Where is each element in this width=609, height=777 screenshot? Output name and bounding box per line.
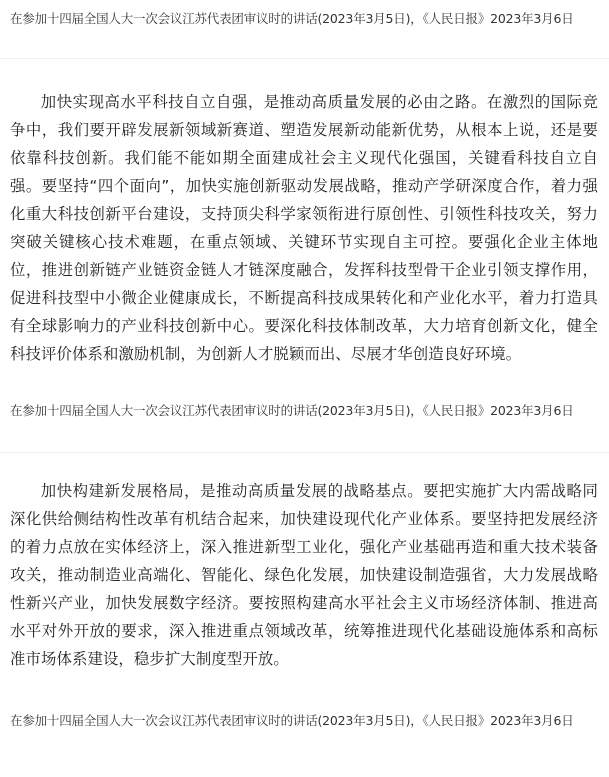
- divider-1: [0, 58, 609, 59]
- source-citation-2: 在参加十四届全国人大一次会议江苏代表团审议时的讲话(2023年3月5日)，《人民日报》2023年3月6日: [10, 403, 574, 418]
- source-citation-1: 在参加十四届全国人大一次会议江苏代表团审议时的讲话(2023年3月5日)，《人民日报》2023年3月6日: [10, 11, 574, 26]
- source-citation-3: 在参加十四届全国人大一次会议江苏代表团审议时的讲话(2023年3月5日)，《人民日报》2023年3月6日: [10, 713, 574, 728]
- paragraph-2: 加快构建新发展格局，是推动高质量发展的战略基点。要把实施扩大内需战略同深化供给侧结构性改革有机结合起来，加快建设现代化产业体系。要坚持把发展经济的着力点放在实体经济上，深入推进新型工业化，强化产业基础再造和重大技术装备攻关，推动制造业高端化、智能化、绿色化发展，加快建设制造强省，大力发展战略性新兴产业，加快发展数字经济。要按照构建高水平社会主义市场经济体制、推进高水平对外开放的要求，深入推进重点领域改革，统筹推进现代化基础设施体系和高标准市场体系建设，稳步扩大制度型开放。: [10, 482, 598, 668]
- paragraph-1: 加快实现高水平科技自立自强，是推动高质量发展的必由之路。在激烈的国际竞争中，我们要开辟发展新领域新赛道、塑造发展新动能新优势，从根本上说，还是要依靠科技创新。我们能不能如期全面建成社会主义现代化强国，关键看科技自立自强。要坚持“四个面向”，加快实施创新驱动发展战略，推动产学研深度合作，着力强化重大科技创新平台建设，支持顶尖科学家领衔进行原创性、引领性科技攻关，努力突破关键核心技术难题，在重点领域、关键环节实现自主可控。要强化企业主体地位，推进创新链产业链资金链人才链深度融合，发挥科技型骨干企业引领支撑作用，促进科技型中小微企业健康成长，不断提高科技成果转化和产业化水平，着力打造具有全球影响力的产业科技创新中心。要深化科技体制改革，大力培育创新文化，健全科技评价体系和激励机制，为创新人才脱颖而出、尽展才华创造良好环境。: [10, 93, 598, 363]
- divider-2: [0, 452, 609, 453]
